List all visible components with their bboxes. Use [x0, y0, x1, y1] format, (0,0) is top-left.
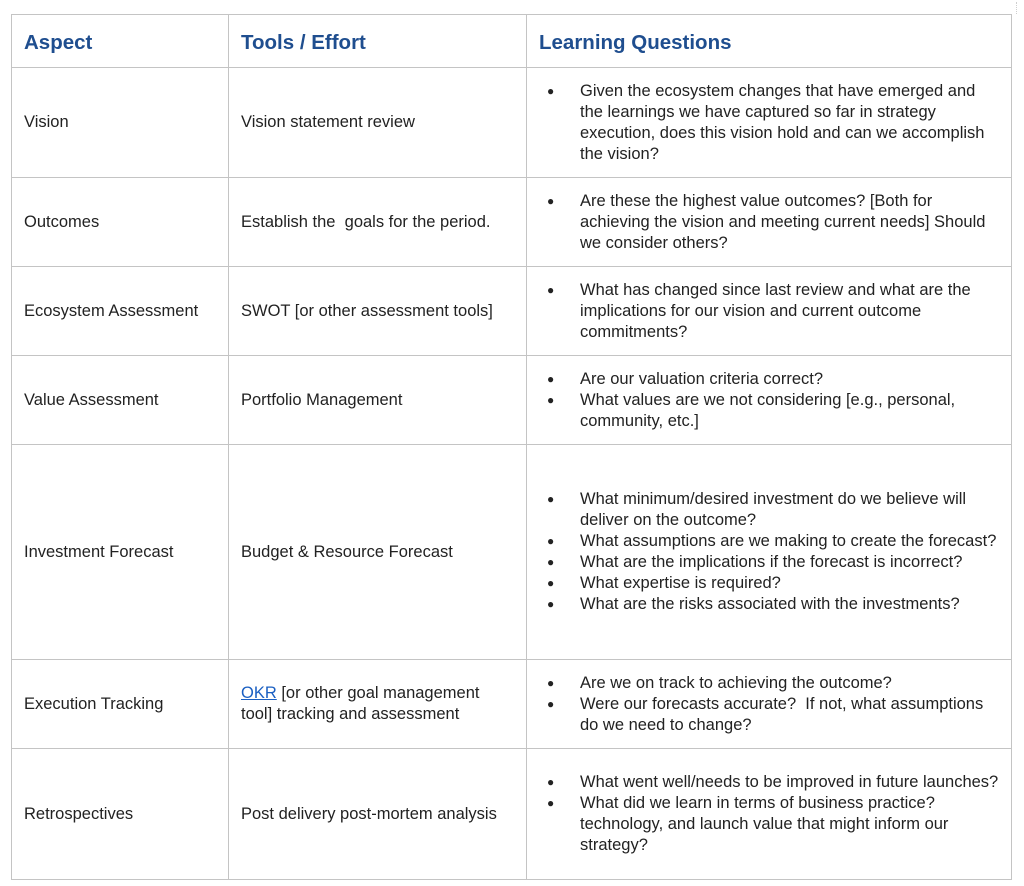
bullet-icon: ● — [547, 492, 555, 506]
strategy-review-table — [11, 14, 1012, 880]
bullet-icon: ● — [547, 775, 555, 789]
bullet-icon: ● — [547, 392, 555, 407]
question-text: What are the implications if the forecast is incorrect? — [580, 553, 963, 571]
question-text: What values are we not considering [e.g., personal, community, etc.] — [580, 390, 960, 430]
bullet-icon: ● — [547, 576, 555, 590]
tools-text: Post delivery post-mortem analysis — [241, 804, 497, 823]
list-item — [539, 673, 999, 694]
tools-text: Budget & Resource Forecast — [241, 542, 453, 561]
list-item — [539, 694, 999, 736]
bullet-icon: ● — [547, 193, 555, 208]
tools-cell — [229, 267, 527, 356]
aspect-cell: Retrospectives — [12, 749, 229, 880]
table-row — [12, 749, 1012, 880]
table-row — [12, 445, 1012, 660]
list-item — [539, 594, 999, 615]
tools-cell — [229, 178, 527, 267]
questions-cell — [527, 660, 1012, 749]
questions-list — [539, 81, 999, 165]
page-corner-marker — [1016, 2, 1018, 14]
questions-list — [539, 280, 999, 343]
tools-text: Vision statement review — [241, 113, 415, 131]
question-text: What did we learn in terms of business practice? technology, and launch value that might inform our strategy? — [580, 794, 954, 854]
questions-list — [539, 489, 999, 615]
bullet-icon: ● — [547, 796, 555, 810]
question-text: What has changed since last review and what are the implications for our vision and current outcome commitments? — [580, 280, 976, 341]
aspect-cell: Outcomes — [12, 178, 229, 267]
questions-cell — [527, 356, 1012, 445]
header-aspect: Aspect — [12, 15, 229, 68]
aspect-cell: Investment Forecast — [12, 445, 229, 660]
tools-text: Portfolio Management — [241, 390, 403, 409]
list-item — [539, 191, 999, 254]
table-row — [12, 660, 1012, 749]
question-text: What are the risks associated with the investments? — [580, 595, 960, 613]
bullet-icon: ● — [547, 597, 555, 611]
tools-text: SWOT [or other assessment tools] — [241, 301, 493, 320]
bullet-icon: ● — [547, 675, 555, 690]
list-item — [539, 552, 999, 573]
header-tools: Tools / Effort — [229, 15, 527, 68]
list-item — [539, 81, 999, 165]
question-text: Are we on track to achieving the outcome? — [580, 673, 892, 692]
questions-list — [539, 191, 999, 254]
tools-cell — [229, 749, 527, 880]
bullet-icon: ● — [547, 534, 555, 548]
questions-cell — [527, 267, 1012, 356]
table-row — [12, 356, 1012, 445]
questions-cell — [527, 749, 1012, 880]
aspect-cell: Vision — [12, 68, 229, 178]
list-item — [539, 793, 999, 856]
aspect-cell: Execution Tracking — [12, 660, 229, 749]
list-item — [539, 369, 999, 390]
okr-link[interactable]: OKR — [241, 684, 277, 702]
bullet-icon: ● — [547, 696, 555, 711]
header-row — [12, 15, 1012, 68]
questions-list — [539, 772, 999, 856]
question-text: What minimum/desired investment do we believe will deliver on the outcome? — [580, 490, 971, 529]
list-item — [539, 573, 999, 594]
list-item — [539, 280, 999, 343]
question-text: What assumptions are we making to create the forecast? — [580, 532, 997, 550]
tools-cell — [229, 445, 527, 660]
questions-list — [539, 369, 999, 432]
bullet-icon: ● — [547, 555, 555, 569]
question-text: What went well/needs to be improved in future launches? — [580, 773, 999, 791]
questions-list — [539, 673, 999, 736]
tools-cell — [229, 68, 527, 178]
aspect-cell: Value Assessment — [12, 356, 229, 445]
question-text: Given the ecosystem changes that have emerged and the learnings we have captured so far in strategy execution, does this vision hold and can we accomplish the vision? — [580, 81, 990, 163]
aspect-cell: Ecosystem Assessment — [12, 267, 229, 356]
question-text: Are these the highest value outcomes? [Both for achieving the vision and meeting current needs] Should we consider others? — [580, 191, 991, 252]
table-row — [12, 68, 1012, 178]
bullet-icon: ● — [547, 282, 555, 297]
table-row — [12, 178, 1012, 267]
questions-cell — [527, 445, 1012, 660]
list-item — [539, 390, 999, 432]
tools-text: [or other goal management tool] tracking and assessment — [241, 684, 485, 723]
list-item — [539, 772, 999, 793]
questions-cell — [527, 68, 1012, 178]
question-text: What expertise is required? — [580, 574, 781, 592]
header-questions: Learning Questions — [527, 15, 1012, 68]
tools-cell — [229, 356, 527, 445]
question-text: Are our valuation criteria correct? — [580, 369, 824, 388]
list-item — [539, 489, 999, 531]
table-row — [12, 267, 1012, 356]
question-text: Were our forecasts accurate? If not, what assumptions do we need to change? — [580, 694, 988, 734]
tools-text: Establish the goals for the period. — [241, 212, 491, 231]
list-item — [539, 531, 999, 552]
bullet-icon: ● — [547, 371, 555, 386]
bullet-icon: ● — [547, 83, 555, 98]
questions-cell — [527, 178, 1012, 267]
tools-cell — [229, 660, 527, 749]
